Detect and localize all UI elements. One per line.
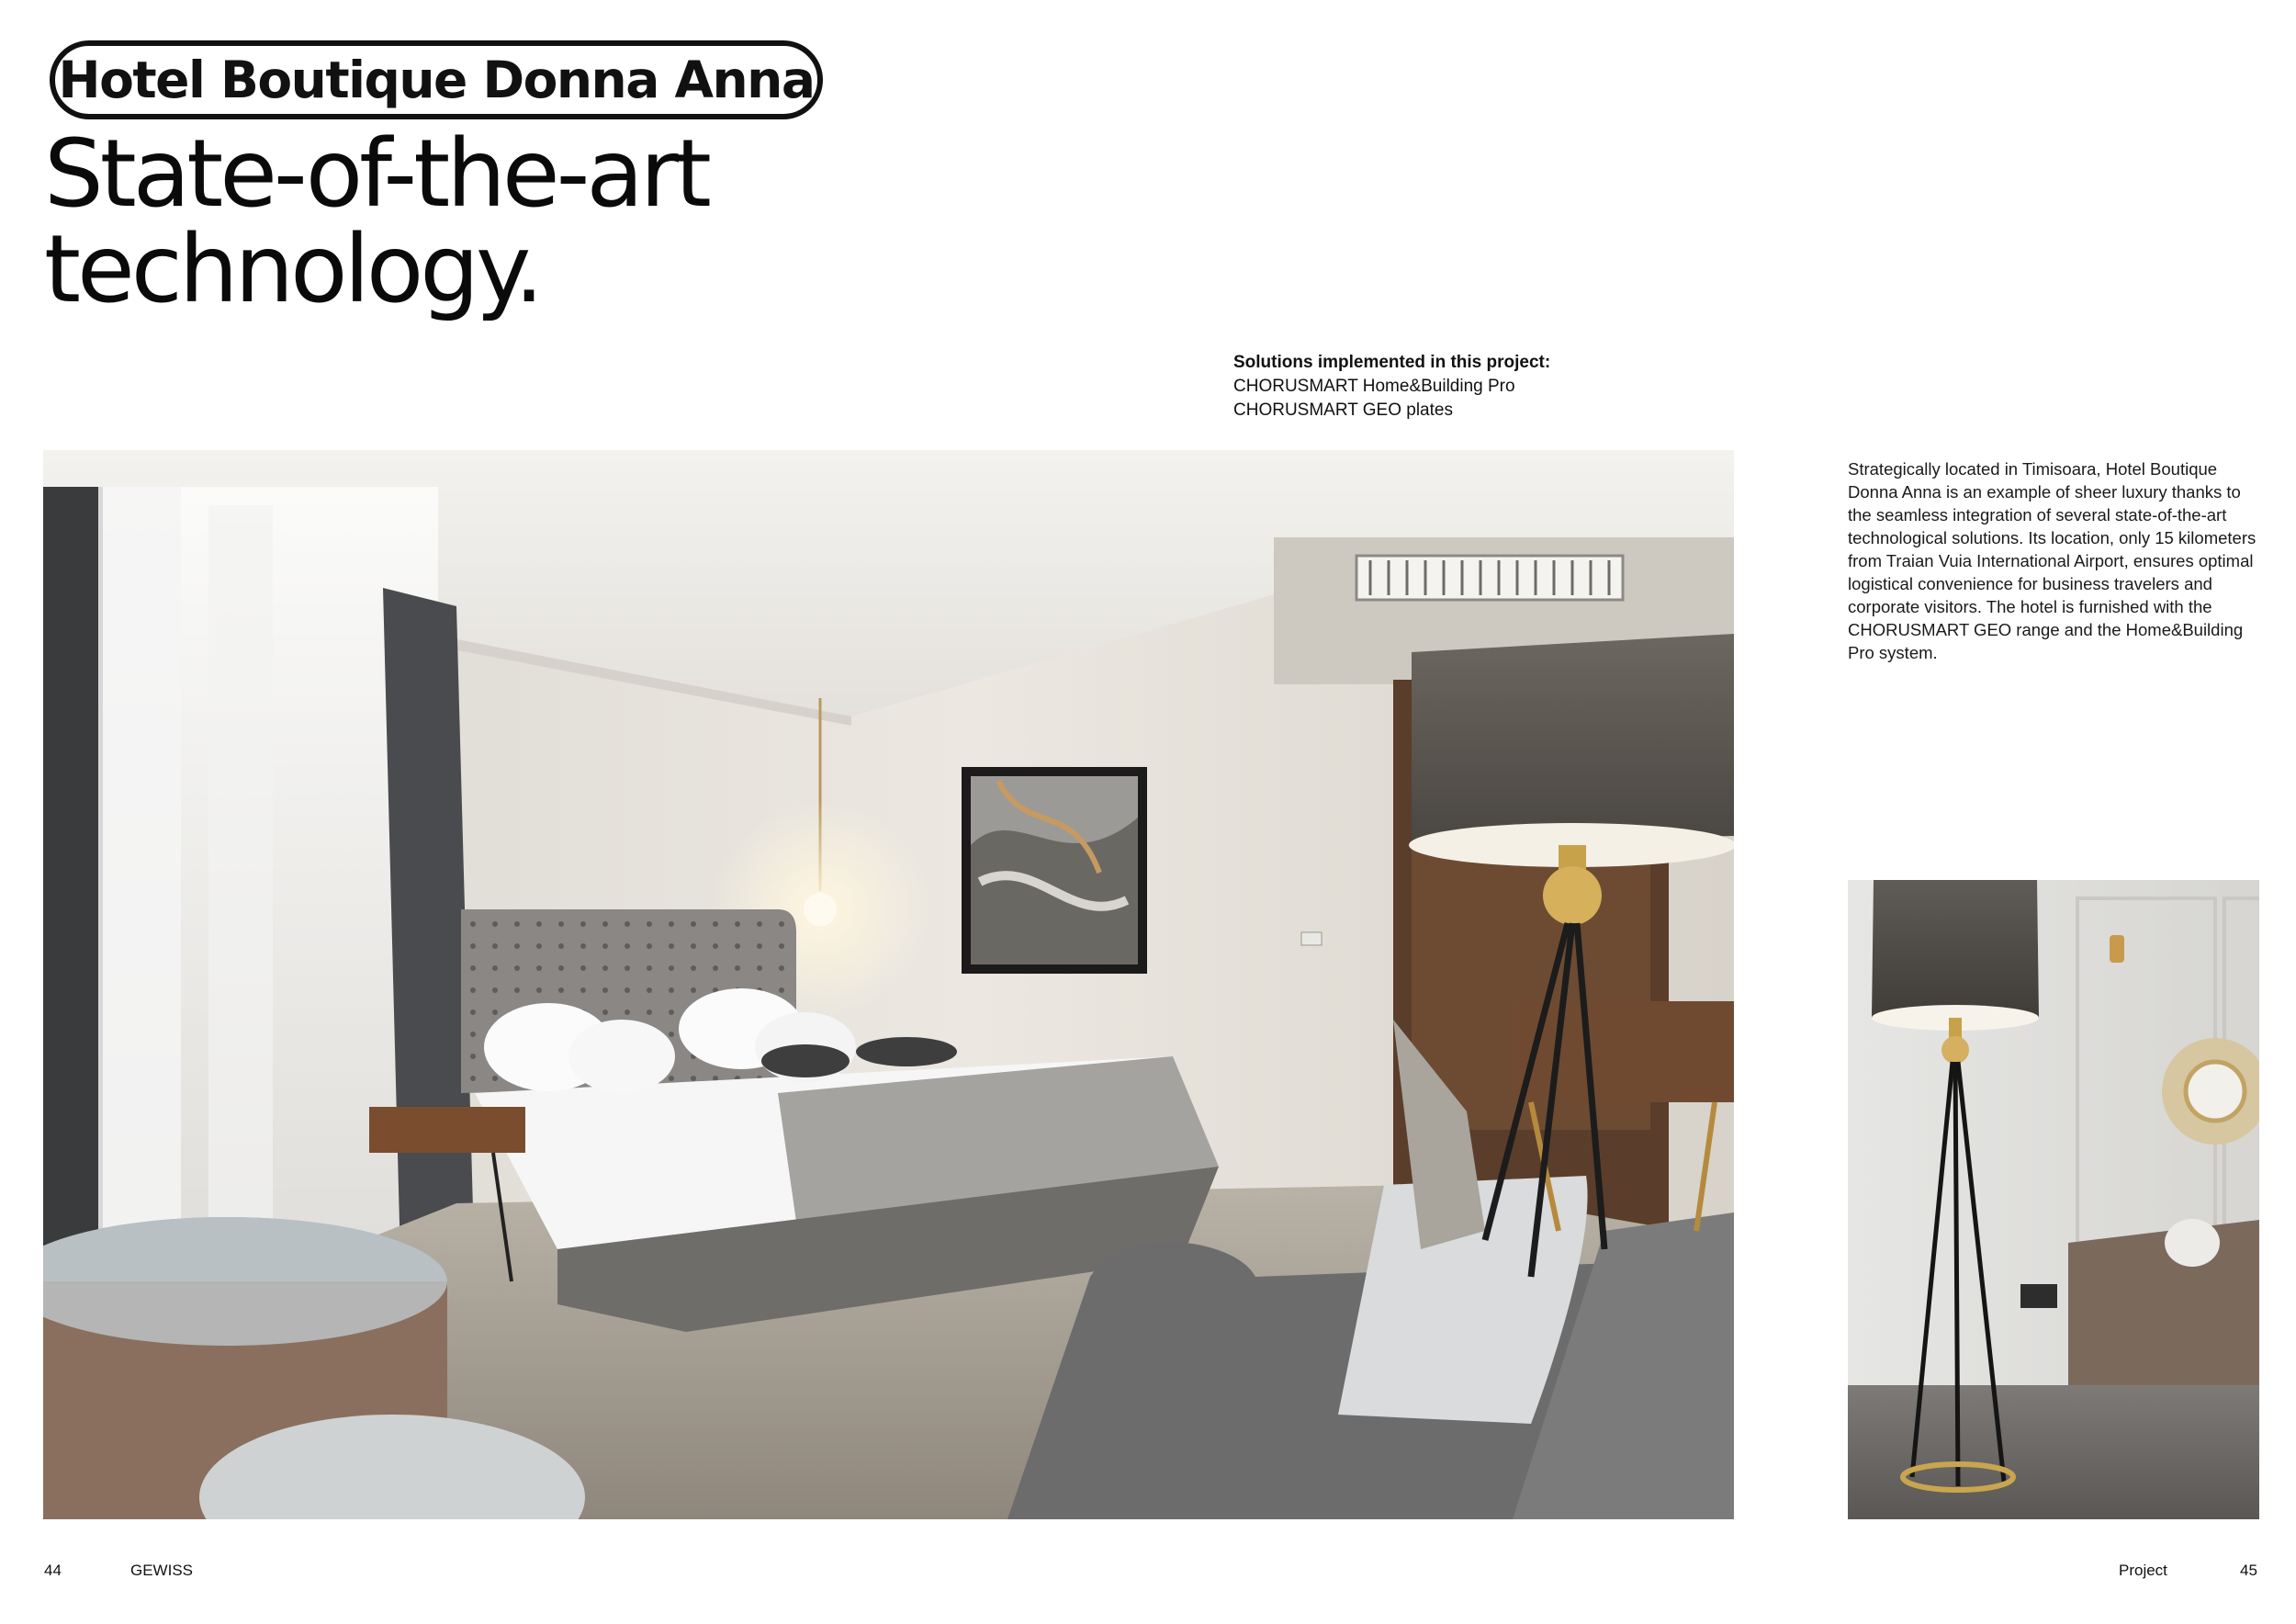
floor-lamp-photo (1848, 880, 2259, 1519)
headline-line-2: technology. (44, 215, 541, 324)
right-page-number: 45 (2240, 1562, 2257, 1579)
hotel-room-photo (43, 450, 1734, 1519)
solutions-label: Solutions implemented in this project: (1233, 353, 1551, 372)
project-name-badge (50, 40, 823, 119)
headline-line-1: State-of-the-art (44, 119, 708, 229)
brand-name: GEWISS (130, 1562, 194, 1579)
left-page-number: 44 (44, 1562, 62, 1579)
page-headline (44, 119, 962, 324)
solution-item: CHORUSMART Home&Building Pro (1233, 377, 1515, 396)
project-description: Strategically located in Timisoara, Hotel Boutique Donna Anna is an example of sheer luxury thanks to the seamless integration of several state-of-the-art technological solutions. Its location, only 15 kilometers from Traian Vuia International Airport, ensures optimal logistical convenience for business travelers and corporate visitors. The hotel is furnished with the CHORUSMART GEO range and the Home&Building Pro system. (1848, 459, 2257, 662)
hotel-room-illustration (43, 450, 1734, 1519)
project-name: Hotel Boutique Donna Anna (58, 51, 815, 109)
solutions-block (1233, 351, 1711, 423)
section-label: Project (2119, 1562, 2167, 1579)
solution-item: CHORUSMART GEO plates (1233, 400, 1453, 420)
floor-lamp-illustration (1848, 880, 2259, 1519)
